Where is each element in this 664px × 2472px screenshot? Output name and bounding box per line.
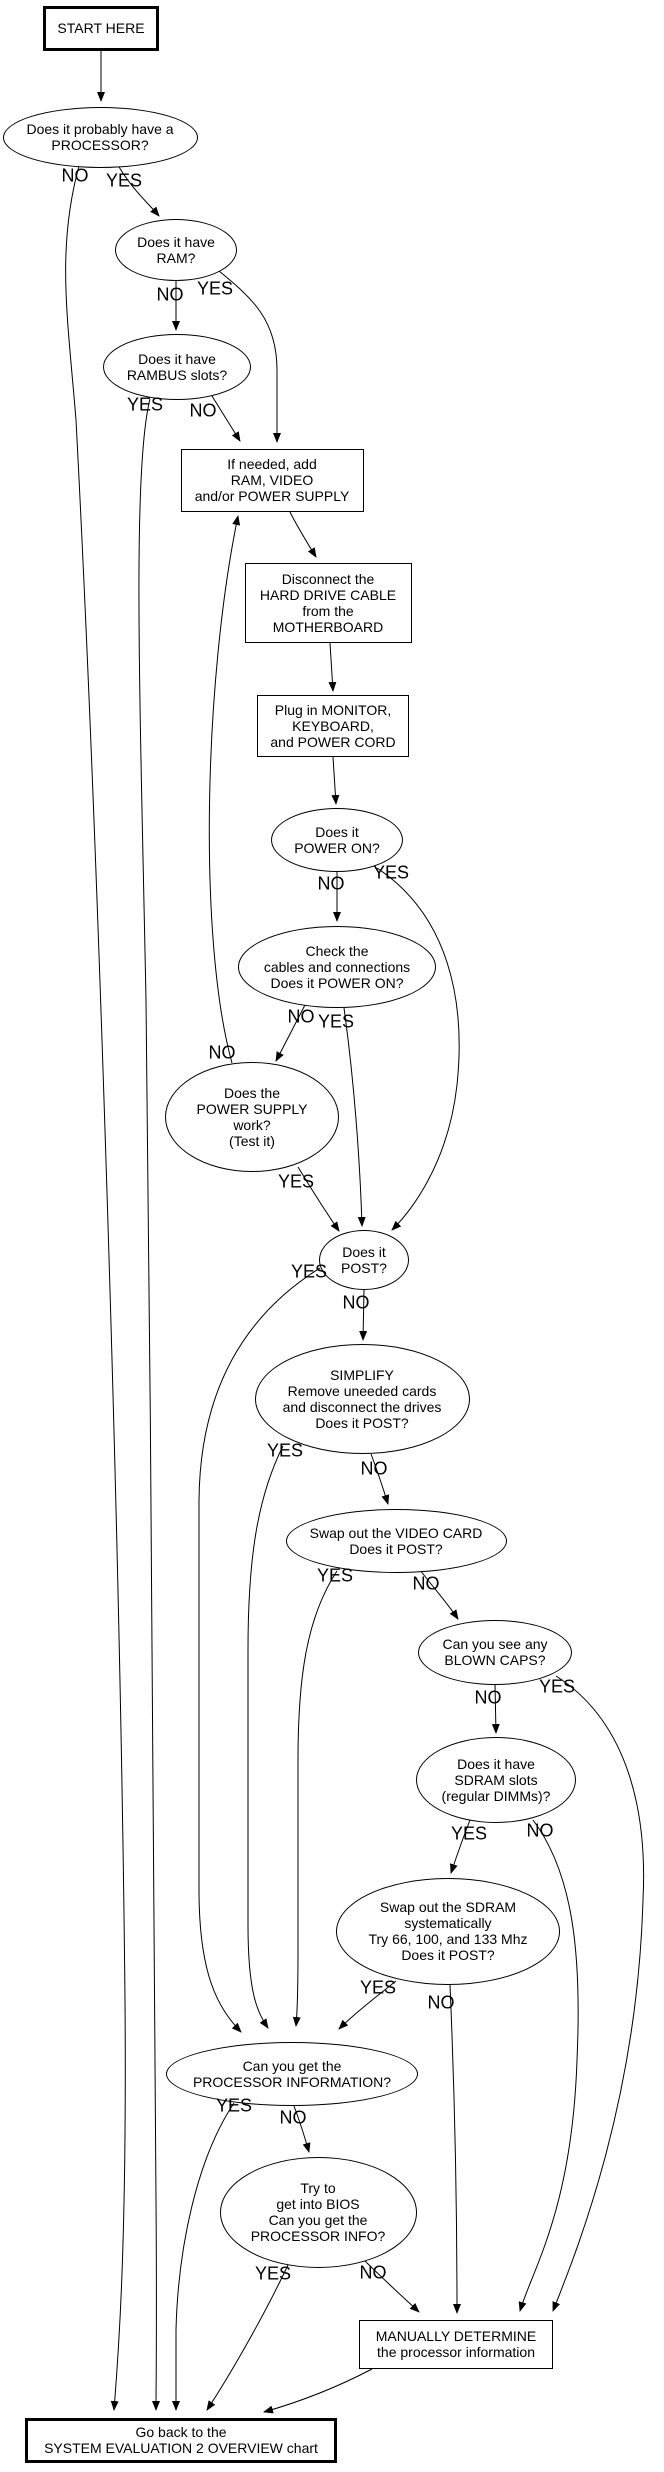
node-ifneeded-line-2: and/or POWER SUPPLY	[194, 488, 350, 504]
edge-label-procinfo-yes-end: YES	[215, 2095, 253, 2116]
node-powersupply-line-3: (Test it)	[229, 1133, 275, 1149]
edge-rambus-yes-end	[139, 399, 157, 2410]
edge-label-swapsdram-no-manual: NO	[427, 1992, 455, 2013]
edge-label-bios-yes-end: YES	[254, 2263, 292, 2284]
node-processor	[3, 107, 198, 168]
edge-label-poweron-yes-post: YES	[372, 862, 410, 883]
node-poweron	[271, 808, 403, 872]
node-procinfo-line-1: PROCESSOR INFORMATION?	[192, 2074, 392, 2090]
node-disconnect-line-1: HARD DRIVE CABLE	[259, 587, 397, 603]
node-ifneeded	[181, 449, 364, 512]
edge-label-ram-yes-ifneeded: YES	[196, 278, 234, 299]
edge-label-procinfo-no-bios: NO	[279, 2107, 307, 2128]
node-bios-line-0: Try to	[300, 2180, 336, 2196]
node-powersupply-line-2: work?	[233, 1117, 271, 1133]
node-plugin-line-1: KEYBOARD,	[292, 718, 374, 734]
edge-videocard-yes-procinfo	[296, 1571, 337, 2026]
edge-ifneeded-disconnect	[290, 512, 316, 557]
edge-label-powersupply-yes-post: YES	[277, 1171, 315, 1192]
node-bios	[220, 2157, 417, 2268]
node-checkcables	[238, 926, 436, 1008]
edge-swapsdram-yes-procinfo	[339, 1981, 396, 2029]
node-bios-line-1: get into BIOS	[276, 2196, 360, 2212]
node-sdram-line-0: Does it have	[457, 1756, 535, 1772]
node-poweron-line-0: Does it	[315, 824, 359, 840]
node-videocard-line-1: Does it POST?	[349, 1541, 443, 1557]
node-sdram-line-2: (regular DIMMs)?	[441, 1788, 551, 1804]
node-disconnect-line-0: Disconnect the	[281, 571, 375, 587]
node-processor-line-1: PROCESSOR?	[51, 137, 149, 153]
node-manual	[359, 2320, 553, 2369]
node-simplify-line-1: Remove uneeded cards	[287, 1383, 437, 1399]
node-swapsdram-line-0: Swap out the SDRAM	[379, 1899, 517, 1915]
node-plugin	[257, 695, 409, 757]
edge-videocard-no-blowncaps	[420, 1570, 458, 1619]
node-blowncaps-line-1: BLOWN CAPS?	[444, 1652, 546, 1668]
edge-label-ram-no-rambus: NO	[156, 284, 184, 305]
edge-label-poweron-no-checkcables: NO	[317, 873, 345, 894]
node-post-line-1: POST?	[341, 1260, 387, 1276]
node-disconnect-line-3: MOTHERBOARD	[272, 619, 384, 635]
edge-post-no-simplify	[363, 1290, 364, 1340]
edge-rambus-no-ifneeded	[212, 396, 240, 441]
node-simplify-line-0: SIMPLIFY	[330, 1367, 394, 1383]
node-start-line-0: START HERE	[57, 20, 145, 36]
node-plugin-line-0: Plug in MONITOR,	[274, 702, 392, 718]
node-swapsdram-line-2: Try 66, 100, and 133 Mhz	[368, 1931, 528, 1947]
edge-powersupply-no-ifneeded	[209, 516, 238, 1063]
node-simplify	[255, 1344, 470, 1454]
node-blowncaps-line-0: Can you see any	[442, 1636, 548, 1652]
node-simplify-line-2: and disconnect the drives	[282, 1399, 442, 1415]
node-disconnect-line-2: from the	[302, 603, 354, 619]
node-swapsdram	[336, 1878, 560, 1985]
edge-poweron-yes-post	[377, 868, 459, 1230]
node-bios-line-2: Can you get the	[268, 2212, 368, 2228]
edge-procinfo-yes-end	[176, 2103, 234, 2410]
node-checkcables-line-1: cables and connections	[263, 959, 411, 975]
node-disconnect	[245, 563, 412, 643]
node-rambus-line-1: RAMBUS slots?	[126, 367, 228, 383]
node-processor-line-0: Does it probably have a	[26, 121, 174, 137]
node-procinfo-line-0: Can you get the	[242, 2058, 342, 2074]
node-manual-line-0: MANUALLY DETERMINE	[375, 2328, 537, 2344]
node-start	[43, 6, 159, 51]
edge-label-checkcables-yes-post: YES	[317, 1011, 355, 1032]
edge-processor-yes-ram	[119, 167, 159, 216]
edge-label-powersupply-no-ifneeded: NO	[208, 1042, 236, 1063]
node-ifneeded-line-0: If needed, add	[227, 456, 317, 472]
edge-disconnect-plugin	[330, 643, 333, 691]
edge-label-post-no-simplify: NO	[342, 1292, 370, 1313]
edge-label-processor-no-end: NO	[61, 165, 89, 186]
edge-checkcables-yes-post	[344, 1008, 362, 1226]
node-end	[25, 2418, 337, 2463]
node-procinfo	[166, 2042, 418, 2106]
edge-label-checkcables-no-powersupply: NO	[287, 1006, 315, 1027]
edge-manual-end	[264, 2369, 372, 2412]
node-powersupply-line-0: Does the	[223, 1085, 281, 1101]
node-swapsdram-line-1: systematically	[404, 1915, 492, 1931]
edge-label-simplify-no-videocard: NO	[360, 1458, 388, 1479]
edge-blowncaps-no-sdram	[495, 1685, 496, 1733]
node-swapsdram-line-3: Does it POST?	[401, 1947, 495, 1963]
node-ifneeded-line-1: RAM, VIDEO	[230, 472, 314, 488]
edge-label-processor-yes-ram: YES	[105, 170, 143, 191]
node-videocard-line-0: Swap out the VIDEO CARD	[309, 1525, 483, 1541]
edge-label-blowncaps-yes-manual: YES	[538, 1676, 576, 1697]
edge-powersupply-yes-post	[298, 1167, 339, 1231]
node-bios-line-3: PROCESSOR INFO?	[250, 2228, 386, 2244]
node-plugin-line-2: and POWER CORD	[270, 734, 396, 750]
edge-label-bios-no-manual: NO	[359, 2262, 387, 2283]
edge-label-blowncaps-no-sdram: NO	[474, 1687, 502, 1708]
edge-bios-yes-end	[207, 2265, 288, 2410]
node-poweron-line-1: POWER ON?	[294, 840, 380, 856]
node-post	[319, 1230, 409, 1290]
edge-simplify-no-videocard	[371, 1454, 388, 1504]
edge-label-swapsdram-yes-procinfo: YES	[359, 1977, 397, 1998]
node-ram-line-1: RAM?	[156, 250, 196, 266]
edge-label-videocard-no-blowncaps: NO	[412, 1573, 440, 1594]
node-ram-line-0: Does it have	[137, 234, 215, 250]
edge-label-simplify-yes-procinfo: YES	[266, 1440, 304, 1461]
node-sdram	[416, 1737, 576, 1823]
node-checkcables-line-0: Check the	[305, 943, 369, 959]
node-sdram-line-1: SDRAM slots	[454, 1772, 538, 1788]
node-blowncaps	[418, 1620, 572, 1685]
edge-label-sdram-yes-swapsdram: YES	[450, 1823, 488, 1844]
node-post-line-0: Does it	[342, 1244, 386, 1260]
node-rambus-line-0: Does it have	[138, 351, 216, 367]
edge-plugin-poweron	[333, 757, 336, 804]
edge-processor-no-end	[66, 166, 126, 2410]
edge-sdram-yes-swapsdram	[451, 1820, 470, 1873]
node-simplify-line-3: Does it POST?	[315, 1415, 409, 1431]
edge-checkcables-no-powersupply	[276, 1005, 305, 1061]
edge-label-rambus-no-ifneeded: NO	[189, 400, 217, 421]
edge-procinfo-no-bios	[294, 2106, 309, 2152]
node-manual-line-1: the processor information	[377, 2344, 535, 2360]
node-powersupply	[165, 1062, 339, 1172]
edge-label-sdram-no-manual: NO	[526, 1820, 554, 1841]
edge-label-post-yes-procinfo: YES	[290, 1261, 328, 1282]
node-end-line-1: SYSTEM EVALUATION 2 OVERVIEW chart	[44, 2440, 318, 2456]
node-rambus	[103, 334, 251, 400]
node-end-line-0: Go back to the	[135, 2424, 227, 2440]
edge-label-videocard-yes-procinfo: YES	[316, 1565, 354, 1586]
edge-bios-no-manual	[359, 2258, 419, 2312]
node-checkcables-line-2: Does it POWER ON?	[270, 975, 404, 991]
edge-label-rambus-yes-end: YES	[126, 394, 164, 415]
node-videocard	[286, 1509, 507, 1573]
edge-swapsdram-no-manual	[450, 1985, 457, 2313]
node-ram	[115, 219, 237, 281]
node-powersupply-line-1: POWER SUPPLY	[196, 1101, 308, 1117]
edge-simplify-yes-procinfo	[248, 1446, 283, 2028]
